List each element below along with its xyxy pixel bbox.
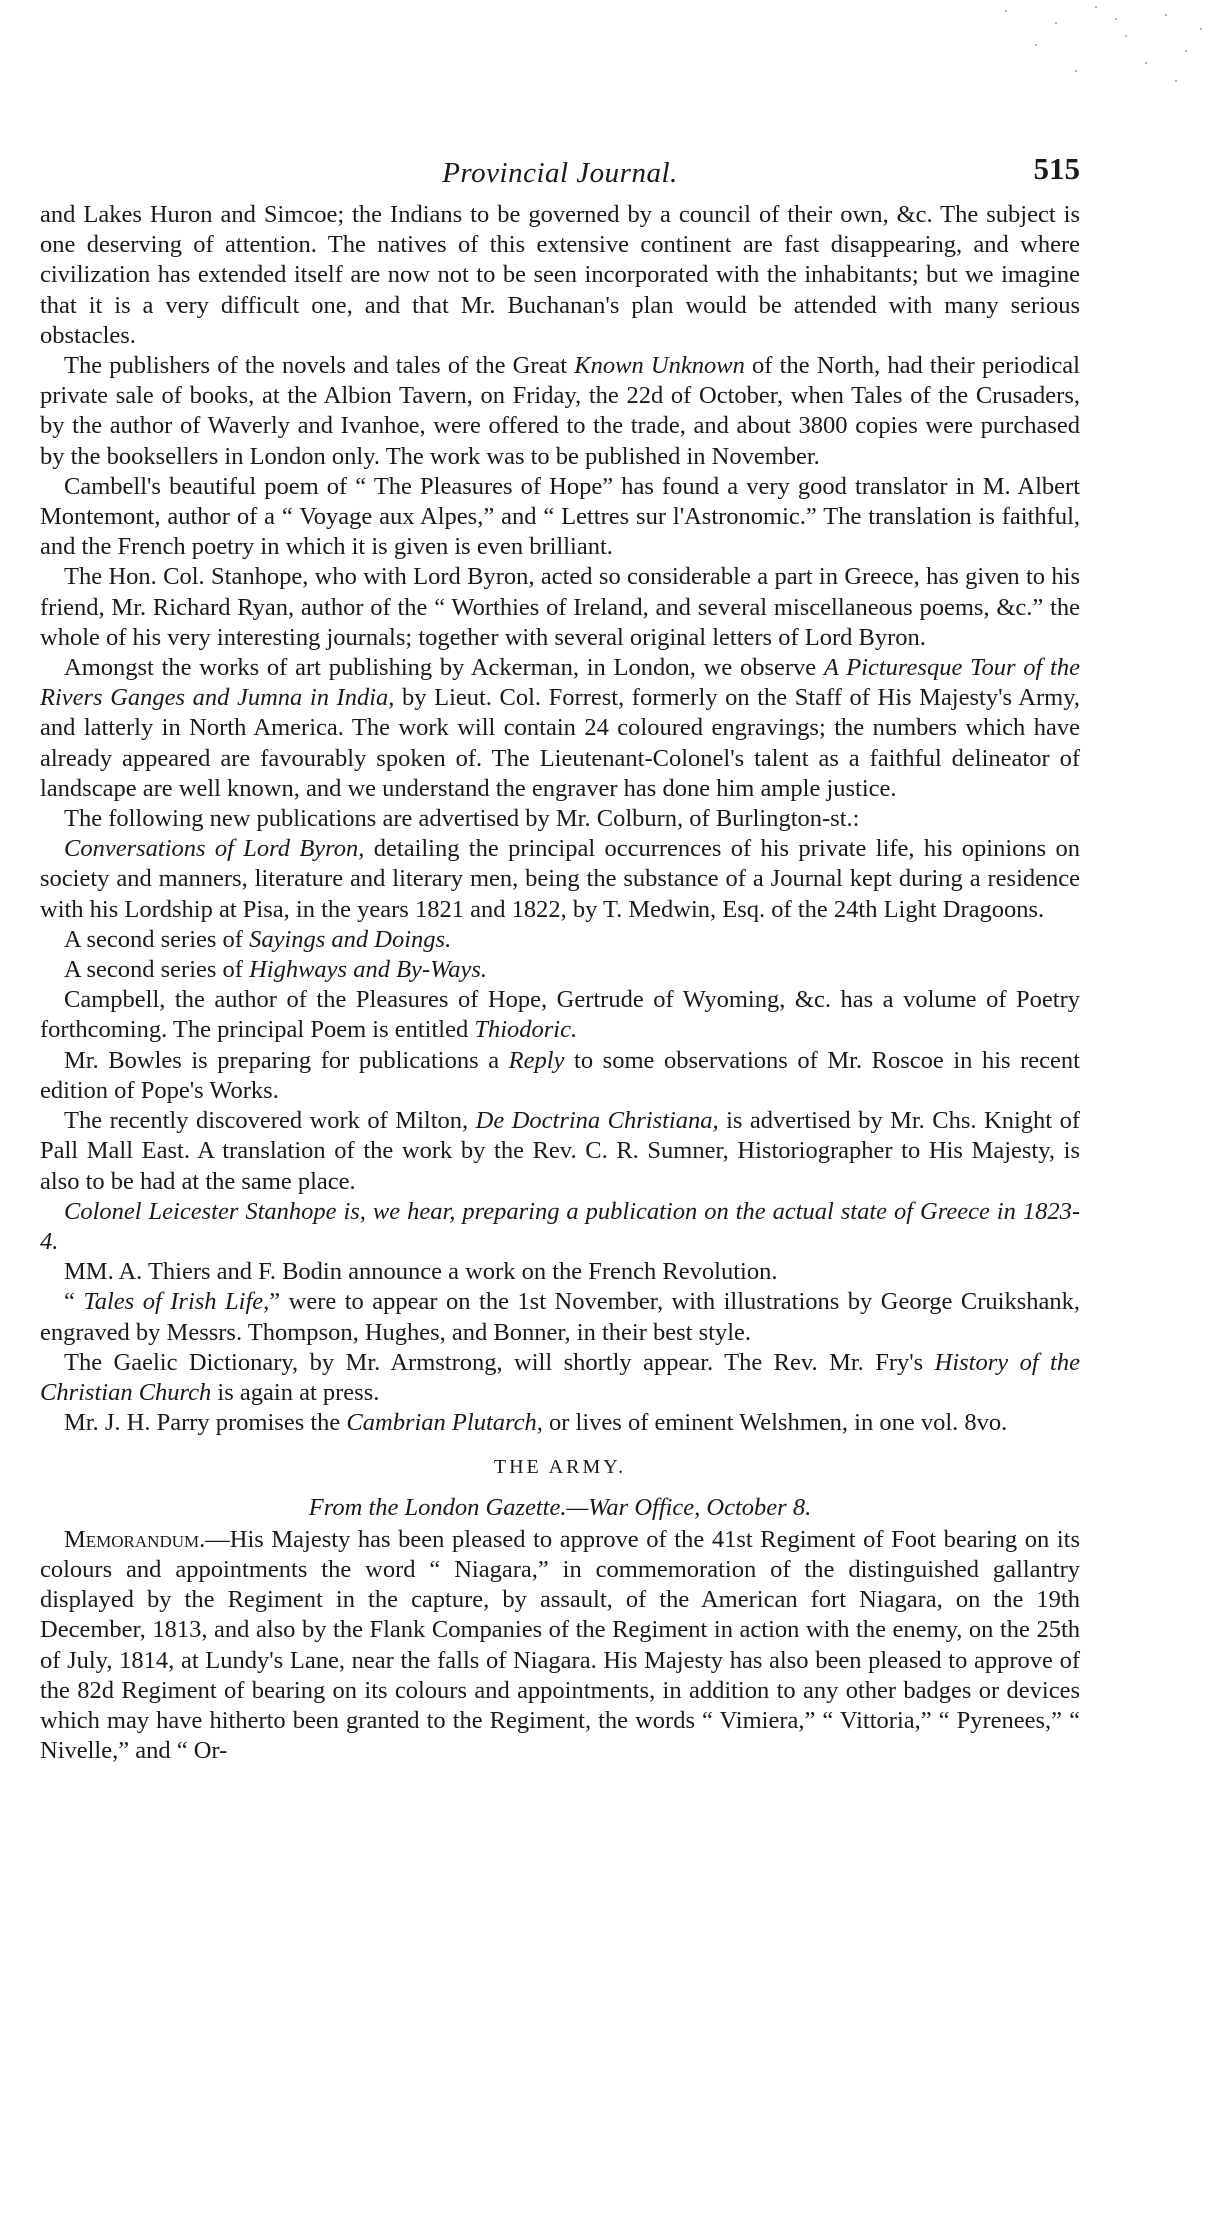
italic-title: Tales of Irish Life,	[83, 1288, 270, 1316]
italic-title: Conversations of Lord Byron,	[64, 835, 365, 863]
paragraph-campbell	[40, 985, 1080, 1045]
paragraph-bowles	[40, 1046, 1080, 1106]
text: detailing the principal occurrences of his private life, his opinions on society and manners, literature and literary men, being the substance of a Journal kept during a residence with his Lordship at Pisa, in the years 1821 and 1822, by T. Medwin, Esq. of the 24th Light Dragoons.	[40, 835, 1080, 923]
text: is advertised by Mr. Chs. Knight of Pall Mall East. A translation of the work by the Rev. C. R. Sumner, Historiographer to His Majesty, is also to be had at the same place.	[40, 1107, 1080, 1195]
italic-title: Reply	[508, 1046, 565, 1074]
text: Mr. Bowles is preparing for publications a	[64, 1046, 509, 1074]
running-head	[40, 150, 1080, 196]
section-heading-army: THE ARMY.	[493, 1456, 627, 1479]
text: Campbell, the author of the Pleasures of Hope, Gertrude of Wyoming, &c. has a volume of Poetry forthcoming. The principal Poem is entitled	[40, 986, 1080, 1044]
running-title: Provincial Journal.	[442, 157, 678, 189]
page-number: 515	[1033, 151, 1080, 186]
text: by Lieut. Col. Forrest, formerly on the Staff of His Majesty's Army, and latterly in North America. The work will contain 24 coloured engravings; the numbers which have already appeared are favourably spoken of. The Lieutenant-Colonel's talent as a faithful delineator of landscape are well known, and we understand the engraver has done him ample justice.	[40, 684, 1080, 802]
paragraph-stanhope: The Hon. Col. Stanhope, who with Lord Byron, acted so considerable a part in Greece, has given to his friend, Mr. Richard Ryan, author of the “ Worthies of Ireland, and several miscellaneous poems, &c.” the whole of his very interesting journals; together with several original letters of Lord Byron.	[40, 563, 1080, 651]
text: The publishers of the novels and tales of the Great	[64, 352, 575, 380]
italic-title: History of the Christian Church	[40, 1348, 1080, 1406]
text: is again at press.	[211, 1378, 380, 1406]
scan-specks	[975, 0, 1215, 90]
paragraph-thiers: MM. A. Thiers and F. Bodin announce a work on the French Revolution.	[64, 1258, 778, 1286]
paragraph-canada: and Lakes Huron and Simcoe; the Indians to be governed by a council of their own, &c. The subject is one deserving of attention. The natives of this extensive continent are fast disappearing, and where civilization has extended itself are now not to be seen incorporated with the inhabitants; but we imagine that it is a very difficult one, and that Mr. Buchanan's plan would be attended with many serious obstacles.	[40, 201, 1080, 349]
text: —His Majesty has been pleased to approve of the 41st Regiment of Foot bearing on its colours and appointments the word “ Niagara,” in commemoration of the distinguished gallantry displayed by the Regiment in the capture, by assault, of the American fort Niagara, on the 19th December, 1813, and also by the Flank Companies of the Regiment in action with the enemy, on the 25th of July, 1814, at Lundy's Lane, near the falls of Niagara. His Majesty has also been pleased to approve of the 82d Regiment of bearing on its colours and appointments, in addition to any other badges or devices which may have hitherto been granted to the Regiment, the words “ Vimiera,” “ Vittoria,” “ Pyrenees,” “ Nivelle,” and “ Or-	[40, 1525, 1080, 1765]
text: A second series of	[64, 956, 250, 984]
journal-page	[40, 150, 1080, 1766]
italic-title: A Picturesque Tour of the Rivers Ganges and Jumna in India,	[40, 654, 1080, 712]
text: to some observations of Mr. Roscoe in his recent edition of Pope's Works.	[40, 1046, 1080, 1104]
text: A second series of	[64, 925, 250, 953]
paragraph-ackerman	[40, 653, 1080, 804]
italic-text: Known Unknown	[574, 352, 745, 380]
text: Mr. J. H. Parry promises the	[64, 1409, 347, 1437]
italic-title: Sayings and Doings.	[249, 925, 452, 953]
gazette-dateline: From the London Gazette.—War Office, October 8.	[308, 1493, 812, 1521]
paragraph-gaelic	[40, 1348, 1080, 1408]
memo-label: Memorandum.	[64, 1525, 206, 1553]
text: or lives of eminent Welshmen, in one vol. 8vo.	[542, 1409, 1008, 1437]
paragraph-colburn: The following new publications are advertised by Mr. Colburn, of Burlington-st.:	[64, 805, 860, 833]
text: The recently discovered work of Milton,	[64, 1107, 476, 1135]
paragraph-conversations	[40, 834, 1080, 925]
text: “	[64, 1288, 84, 1316]
text: The Gaelic Dictionary, by Mr. Armstrong, will shortly appear. The Rev. Mr. Fry's	[64, 1348, 935, 1376]
italic-title: Cambrian Plutarch,	[346, 1409, 543, 1437]
paragraph-irish	[40, 1287, 1080, 1347]
text: of the North, had their periodical private sale of books, at the Albion Tavern, on Friday, the 22d of October, when Tales of the Crusaders, by the author of Waverly and Ivanhoe, were offered to the trade, and about 3800 copies were purchased by the booksellers in London only. The work was to be published in November.	[40, 352, 1080, 470]
text: Amongst the works of art publishing by Ackerman, in London, we observe	[64, 654, 824, 682]
paragraph-cambell: Cambell's beautiful poem of “ The Pleasures of Hope” has found a very good translator in M. Albert Montemont, author of a “ Voyage aux Alpes,” and “ Lettres sur l'Astronomic.” The translation is faithful, and the French poetry in which it is given is even brilliant.	[40, 472, 1080, 561]
paragraph-parry	[40, 1408, 1080, 1438]
paragraph-memorandum	[40, 1525, 1080, 1767]
paragraph-milton	[40, 1106, 1080, 1197]
paragraph-sayings	[40, 925, 1080, 955]
italic-title: Highways and By-Ways.	[249, 956, 488, 984]
paragraph-leicester: Colonel Leicester Stanhope is, we hear, preparing a publication on the actual state of Greece in 1823-4.	[40, 1197, 1080, 1255]
paragraph-highways	[40, 955, 1080, 985]
italic-title: Thiodoric.	[474, 1016, 578, 1044]
text: ” were to appear on the 1st November, with illustrations by George Cruikshank, engraved by Messrs. Thompson, Hughes, and Bonner, in their best style.	[40, 1288, 1080, 1346]
paragraph-publishers	[40, 351, 1080, 472]
italic-title: De Doctrina Christiana,	[475, 1107, 719, 1135]
